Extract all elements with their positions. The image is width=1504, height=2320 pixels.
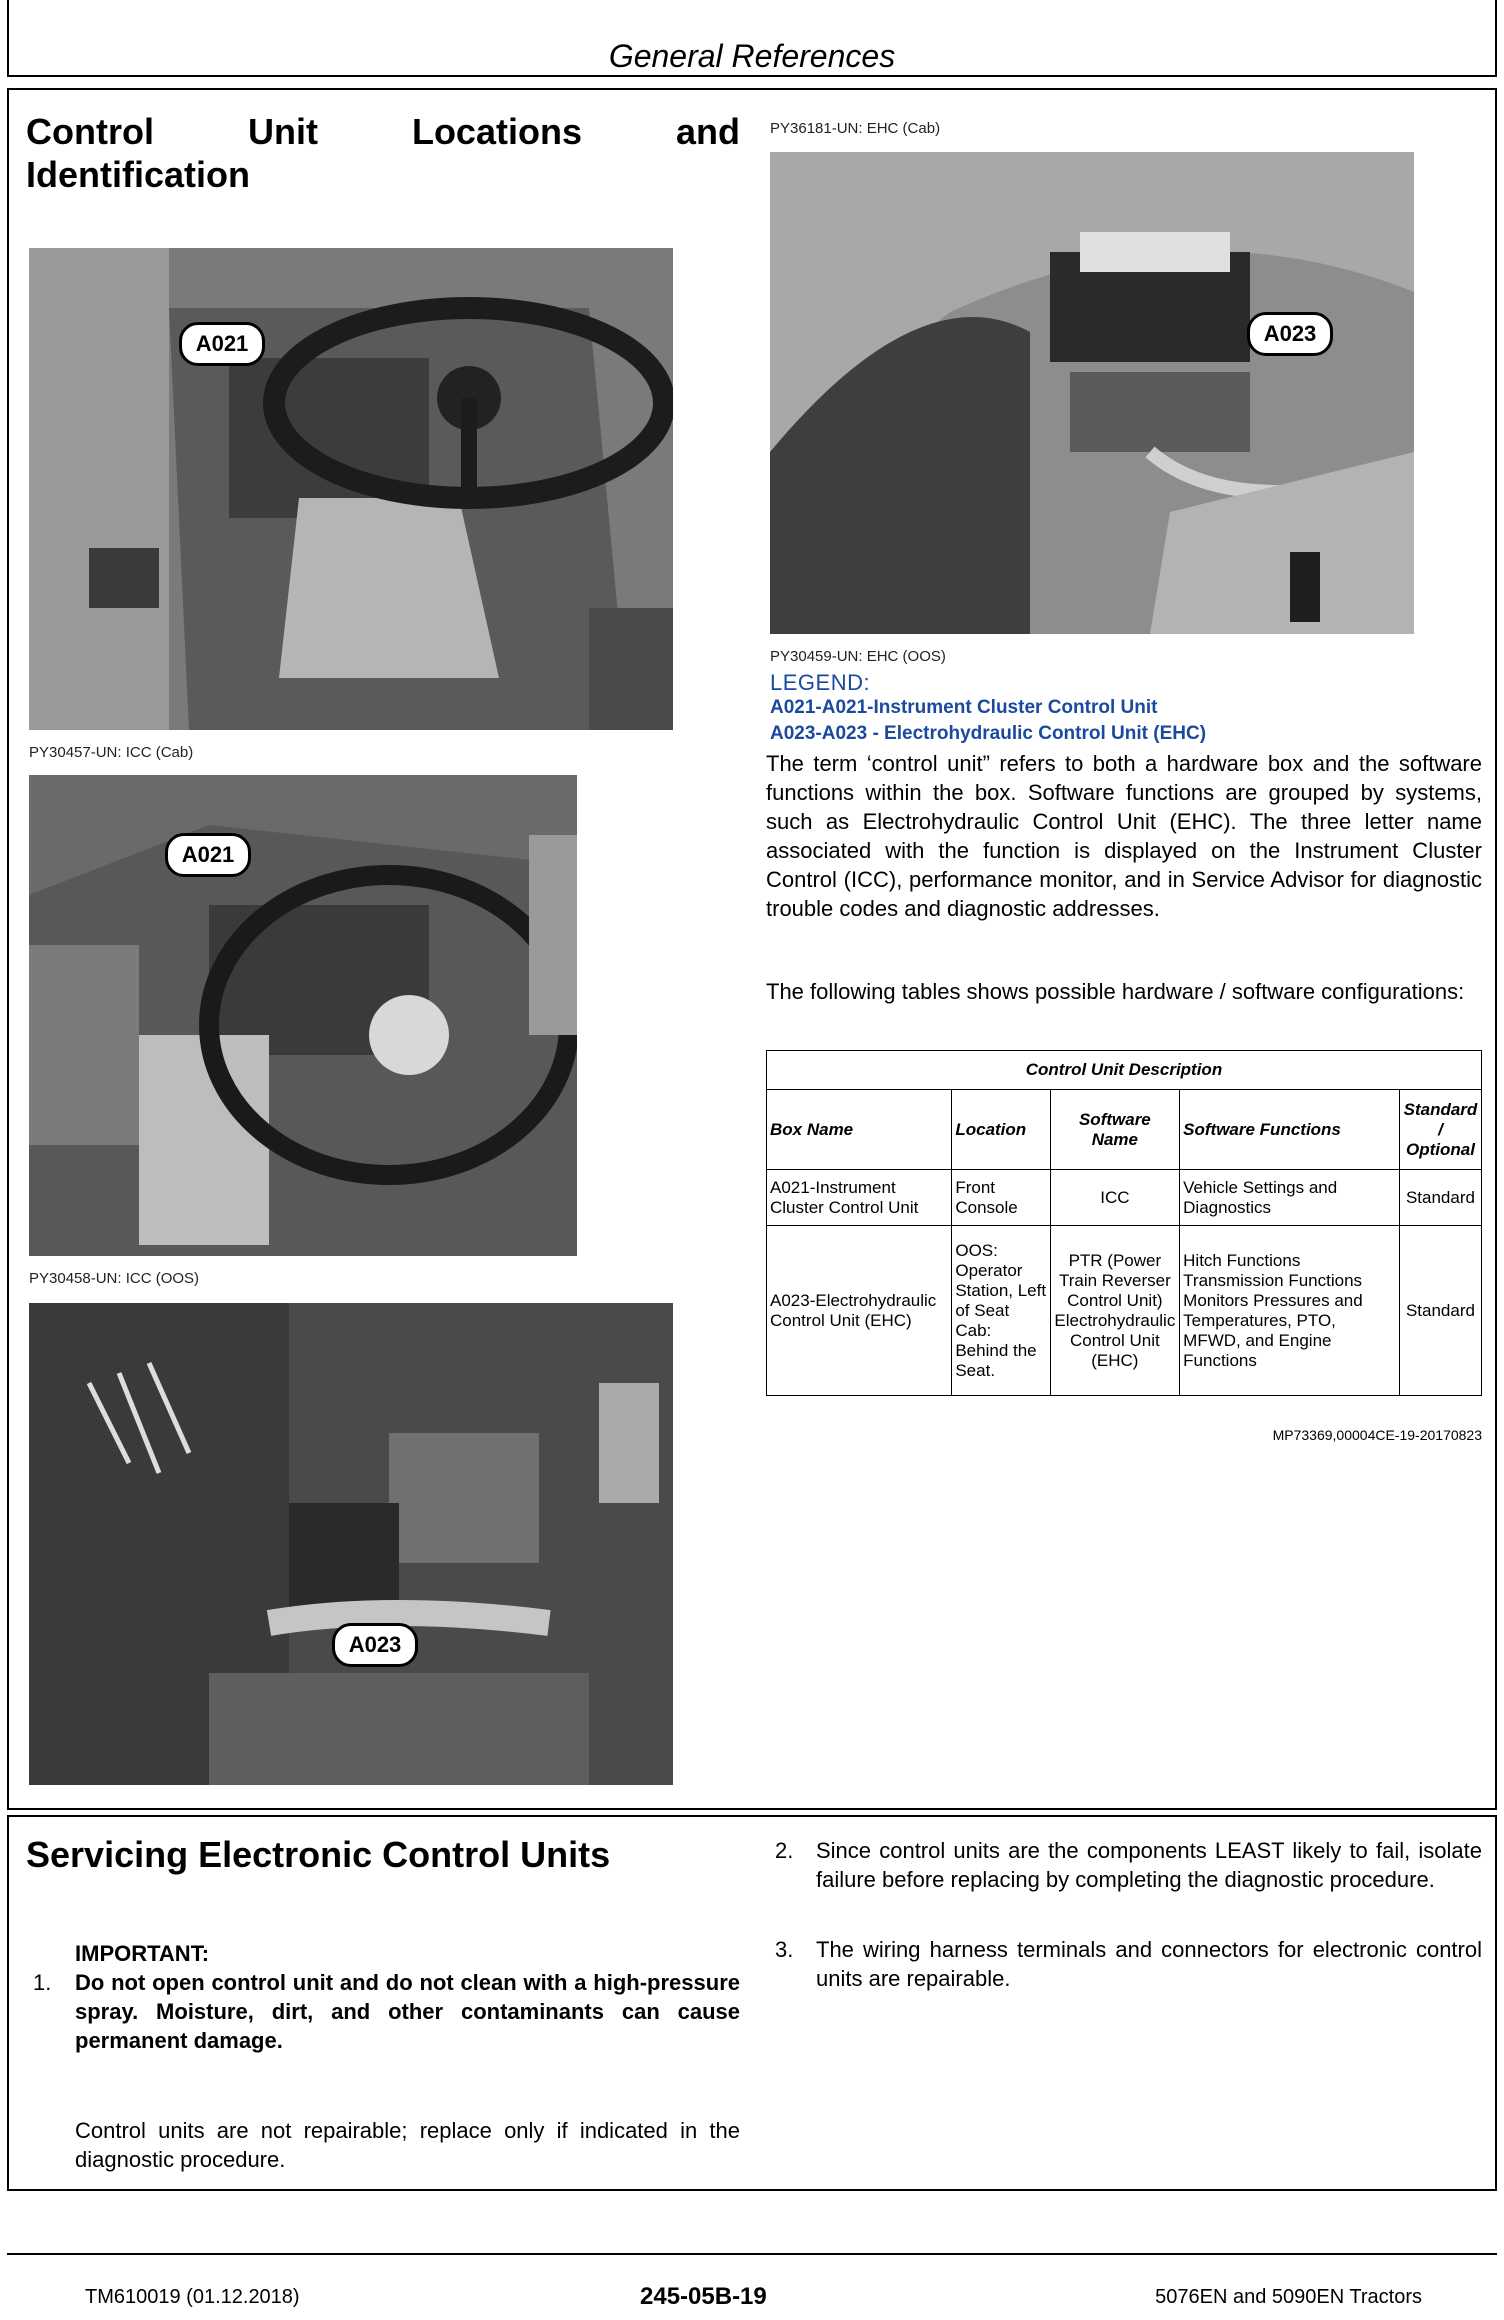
cell-function-transmission: Transmission Functions [1183,1270,1363,1290]
caption-ehc-oos: PY30459-UN: EHC (OOS) [770,648,946,665]
table-title: Control Unit Description [767,1051,1482,1090]
cell-location [952,1226,1050,1396]
col-header-software-name: Software Name [1050,1090,1180,1170]
cell-function-hitch: Hitch Functions [1183,1250,1301,1270]
legend-item-a023: A023-A023 - Electrohydraulic Control Unit (EHC) [770,723,1207,744]
cell-box-name: A023-Electrohydraulic Control Unit (EHC) [767,1226,952,1396]
col-header-software-functions: Software Functions [1180,1090,1400,1170]
cell-location-oos: OOS: Operator Station, Left of Seat [955,1240,1047,1320]
footer-product-name: 5076EN and 5090EN Tractors [1155,2286,1422,2308]
servicing-note: Control units are not repairable; replace only if indicated in the diagnostic procedure. [75,2118,740,2172]
section-title-control-unit-locations [26,110,740,196]
cell-software-functions: Vehicle Settings and Diagnostics [1180,1170,1400,1226]
page-header-title: General References [608,38,896,74]
legend-item-a021: A021-A021-Instrument Cluster Control Unit [770,697,1158,718]
caption-icc-oos: PY30458-UN: ICC (OOS) [29,1270,200,1287]
item1-text: Do not open control unit and do not clean with a high-pressure spray. Moisture, dirt, and other contaminants can cause permanent damage. [75,1970,740,2053]
cell-standard-optional: Standard [1399,1226,1481,1396]
table-row [767,1226,1482,1396]
cell-location: Front Console [952,1170,1050,1226]
intro-paragraph: The term ‘control unit” refers to both a hardware box and the software functions within the box. Software functions are grouped by systems, such as Electrohydraulic Control Unit (EHC). The three letter name associated with the function is displayed on the Instrument Cluster Control (ICC), performance monitor, and in Service Advisor for diagnostic trouble codes and diagnostic addresses. [766,751,1482,921]
tables-intro-paragraph: The following tables shows possible hardware / software configurations: [766,979,1465,1004]
title-line2: Identification [26,154,250,195]
col-header-box-name: Box Name [767,1090,952,1170]
footer-page-number: 245-05B-19 [640,2283,767,2310]
photo-ehc-cab [770,152,1414,634]
col-header-location: Location [952,1090,1050,1170]
cell-software-name [1050,1226,1180,1396]
col-header-standard-optional: Standard / Optional [1399,1090,1481,1170]
table-row [767,1170,1482,1226]
cell-software-functions [1180,1226,1400,1396]
callout-a023-cab: A023 [1247,312,1333,356]
title-word-control: Control [26,111,154,152]
title-word-and: and [675,111,740,152]
callout-a023-oos: A023 [332,1623,418,1667]
photo-ehc-oos [29,1303,673,1785]
cell-software-ehc: Electrohydraulic Control Unit (EHC) [1054,1310,1176,1370]
control-unit-table [766,1050,1482,1396]
photo-icc-cab [29,248,673,730]
cell-software-name: ICC [1050,1170,1180,1226]
callout-a021-cab: A021 [179,322,265,366]
cell-box-name: A021-Instrument Cluster Control Unit [767,1170,952,1226]
important-label: IMPORTANT: [75,1941,210,1966]
caption-ehc-cab: PY36181-UN: EHC (Cab) [770,120,941,137]
title-word-unit: Unit [247,111,318,152]
caption-icc-cab: PY30457-UN: ICC (Cab) [29,744,194,761]
callout-a021-oos: A021 [165,833,251,877]
photo-icc-oos [29,775,577,1256]
item3-text: The wiring harness terminals and connectors for electronic control units are repairable. [816,1937,1482,1991]
title-word-locations: Locations [411,111,582,152]
cell-standard-optional: Standard [1399,1170,1481,1226]
section-title-servicing: Servicing Electronic Control Units [26,1834,611,1875]
document-reference-code: MP73369,00004CE-19-20170823 [1272,1427,1482,1443]
item3-number: 3. [775,1937,794,1962]
footer-manual-id: TM610019 (01.12.2018) [85,2286,300,2308]
footer-rule [7,2253,1497,2255]
item1-number: 1. [33,1970,52,1995]
cell-software-ptr: PTR (Power Train Reverser Control Unit) [1058,1250,1171,1310]
item2-text: Since control units are the components LEAST likely to fail, isolate failure before replacing by completing the diagnostic procedure. [816,1838,1482,1892]
legend-heading: LEGEND: [770,670,871,695]
item2-number: 2. [775,1838,794,1863]
cell-location-cab: Cab: Behind the Seat. [955,1320,1037,1380]
cell-function-monitors: Monitors Pressures and Temperatures, PTO, MFWD, and Engine Functions [1183,1290,1363,1370]
